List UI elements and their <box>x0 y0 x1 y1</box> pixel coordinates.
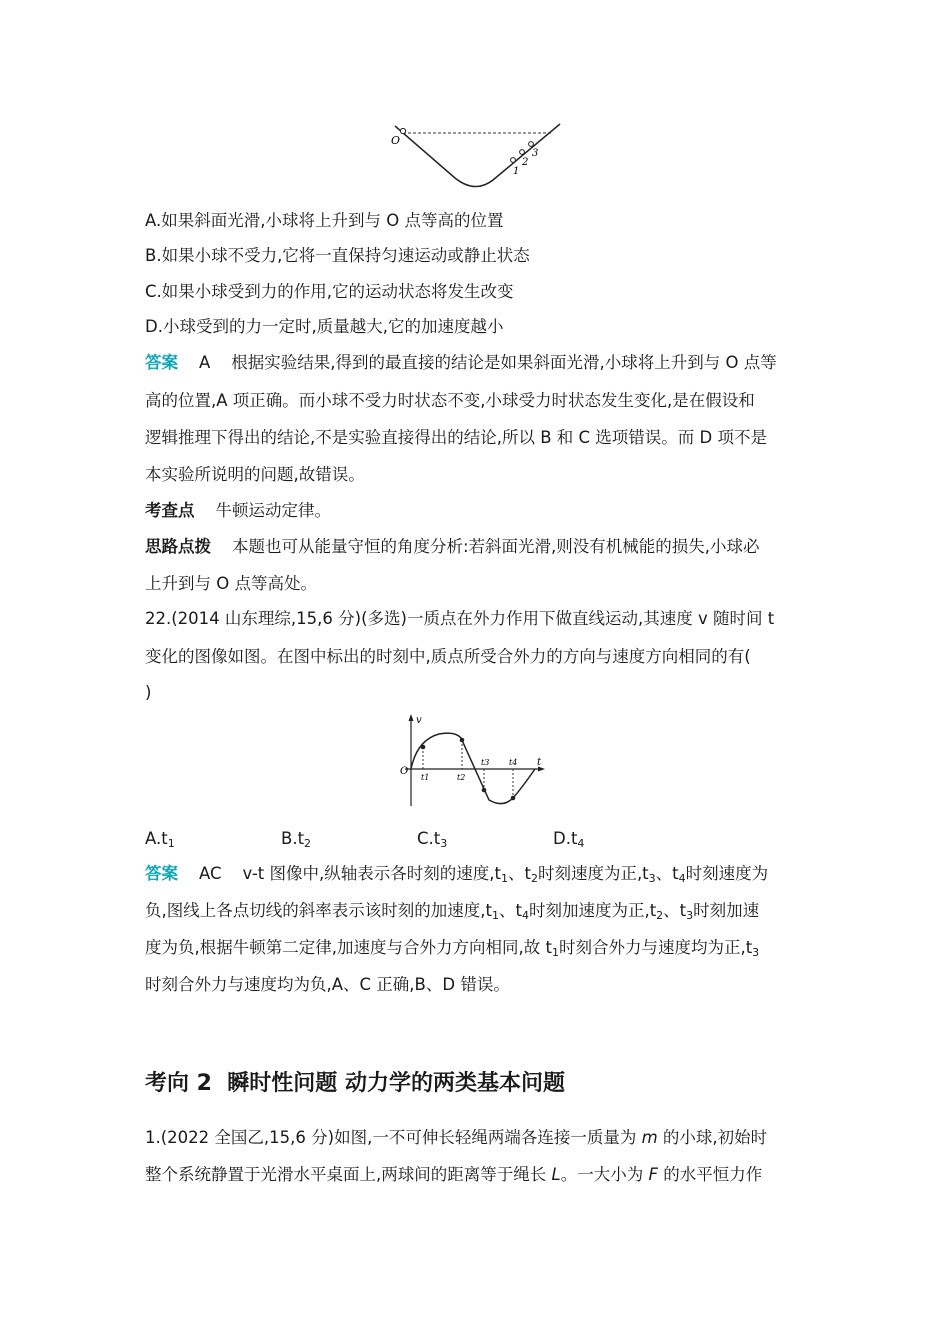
option-b: B.如果小球不受力,它将一直保持匀速运动或静止状态 <box>145 246 530 265</box>
idea-label: 思路点拨 <box>145 537 211 556</box>
q22-line1: 22.(2014 山东理综,15,6 分)(多选)一质点在外力作用下做直线运动,其速度 v 随时间 t <box>145 609 775 628</box>
option-a: A.如果斜面光滑,小球将上升到与 O 点等高的位置 <box>145 211 504 230</box>
velocity-curve <box>411 733 535 803</box>
option-c: C.如果小球受到力的作用,它的运动状态将发生改变 <box>145 282 514 301</box>
answer-label: 答案 <box>145 864 178 883</box>
origin-label: O <box>400 766 409 777</box>
q22-line2: 变化的图像如图。在图中标出的时刻中,质点所受合外力的方向与速度方向相同的有( <box>145 647 751 666</box>
answer-21-line1 <box>145 353 777 373</box>
label-1: 1 <box>513 166 520 177</box>
answer-letter: A <box>198 353 211 372</box>
idea-text: 本题也可从能量守恒的角度分析:若斜面光滑,则没有机械能的损失,小球必 <box>231 537 760 556</box>
q22-option-d: $D.t_4$ <box>553 829 585 850</box>
answer-21-line4: 本实验所说明的问题,故错误。 <box>145 465 365 484</box>
q22-option-c: $C.t_3$ <box>417 829 448 850</box>
t-label: t <box>537 757 542 768</box>
ball-o <box>400 128 405 133</box>
section-heading <box>145 1066 565 1097</box>
answer-label: 答案 <box>145 353 178 372</box>
ball-1 <box>511 158 516 163</box>
answer-22-line4: 时刻合外力与速度均为负,A、C 正确,B、D 错误。 <box>145 975 510 994</box>
option-d: D.小球受到的力一定时,质量越大,它的加速度越小 <box>145 317 504 336</box>
t3-point <box>482 788 487 793</box>
section-prefix: 考向 2 <box>145 1071 212 1096</box>
answer-text: 根据实验结果,得到的最直接的结论是如果斜面光滑,小球将上升到与 O 点等 <box>231 353 777 372</box>
incline-figure <box>385 120 570 192</box>
answer-22-line2: 负,图线上各点切线的斜率表示该时刻的加速度$,t_1$、$t_4$时刻加速度为正$,t_2$、$t_3$时刻加速 <box>145 901 760 922</box>
q22-option-a: $A.t_1$ <box>145 829 175 850</box>
q22-line3: ) <box>145 683 152 702</box>
q1-line1: 1.(2022 全国乙,15,6 分)如图,一不可伸长轻绳两端各连接一质量为 m 的小球,初始时 <box>145 1128 768 1147</box>
t3-label: t3 <box>481 758 490 767</box>
answer-22-line3: 度为负,根据牛顿第二定律,加速度与合外力方向相同,故 $t_1$时刻合外力与速度均为正$,t_3$ <box>145 938 760 959</box>
idea-line2: 上升到与 O 点等高处。 <box>145 574 317 593</box>
exam-point-label: 考查点 <box>145 501 195 520</box>
label-o: O <box>391 134 401 147</box>
answer-22-line1: 答案 AC v-t 图像中,纵轴表示各时刻的速度$,t_1$、$t_2$时刻速度为正$,t_3$、$t_4$时刻速度为 <box>145 864 769 885</box>
section-title: 瞬时性问题 动力学的两类基本问题 <box>227 1071 565 1096</box>
exam-point-text: 牛顿运动定律。 <box>215 501 331 520</box>
y-arrow <box>409 714 414 721</box>
q22-option-b: $B.t_2$ <box>281 829 312 850</box>
q1-line2: 整个系统静置于光滑水平桌面上,两球间的距离等于绳长 L。一大小为 F 的水平恒力作 <box>145 1165 763 1184</box>
answer-letter: AC <box>198 864 222 883</box>
v-label: v <box>416 715 422 726</box>
exam-point <box>145 501 331 521</box>
ball-2 <box>520 150 525 155</box>
t1-point <box>421 745 426 750</box>
ball-3 <box>529 142 534 147</box>
t1-label: t1 <box>421 773 430 782</box>
vt-graph <box>395 712 550 810</box>
idea-line1 <box>145 537 760 557</box>
t2-point <box>460 738 465 743</box>
answer-21-line2: 高的位置,A 项正确。而小球不受力时状态不变,小球受力时状态发生变化,是在假设和 <box>145 391 755 410</box>
t4-point <box>511 796 516 801</box>
answer-21-line3: 逻辑推理下得出的结论,不是实验直接得出的结论,所以 B 和 C 选项错误。而 D 项不是 <box>145 428 768 447</box>
t4-label: t4 <box>509 758 518 767</box>
label-2: 2 <box>522 157 529 168</box>
t2-label: t2 <box>457 773 466 782</box>
label-3: 3 <box>532 148 539 159</box>
